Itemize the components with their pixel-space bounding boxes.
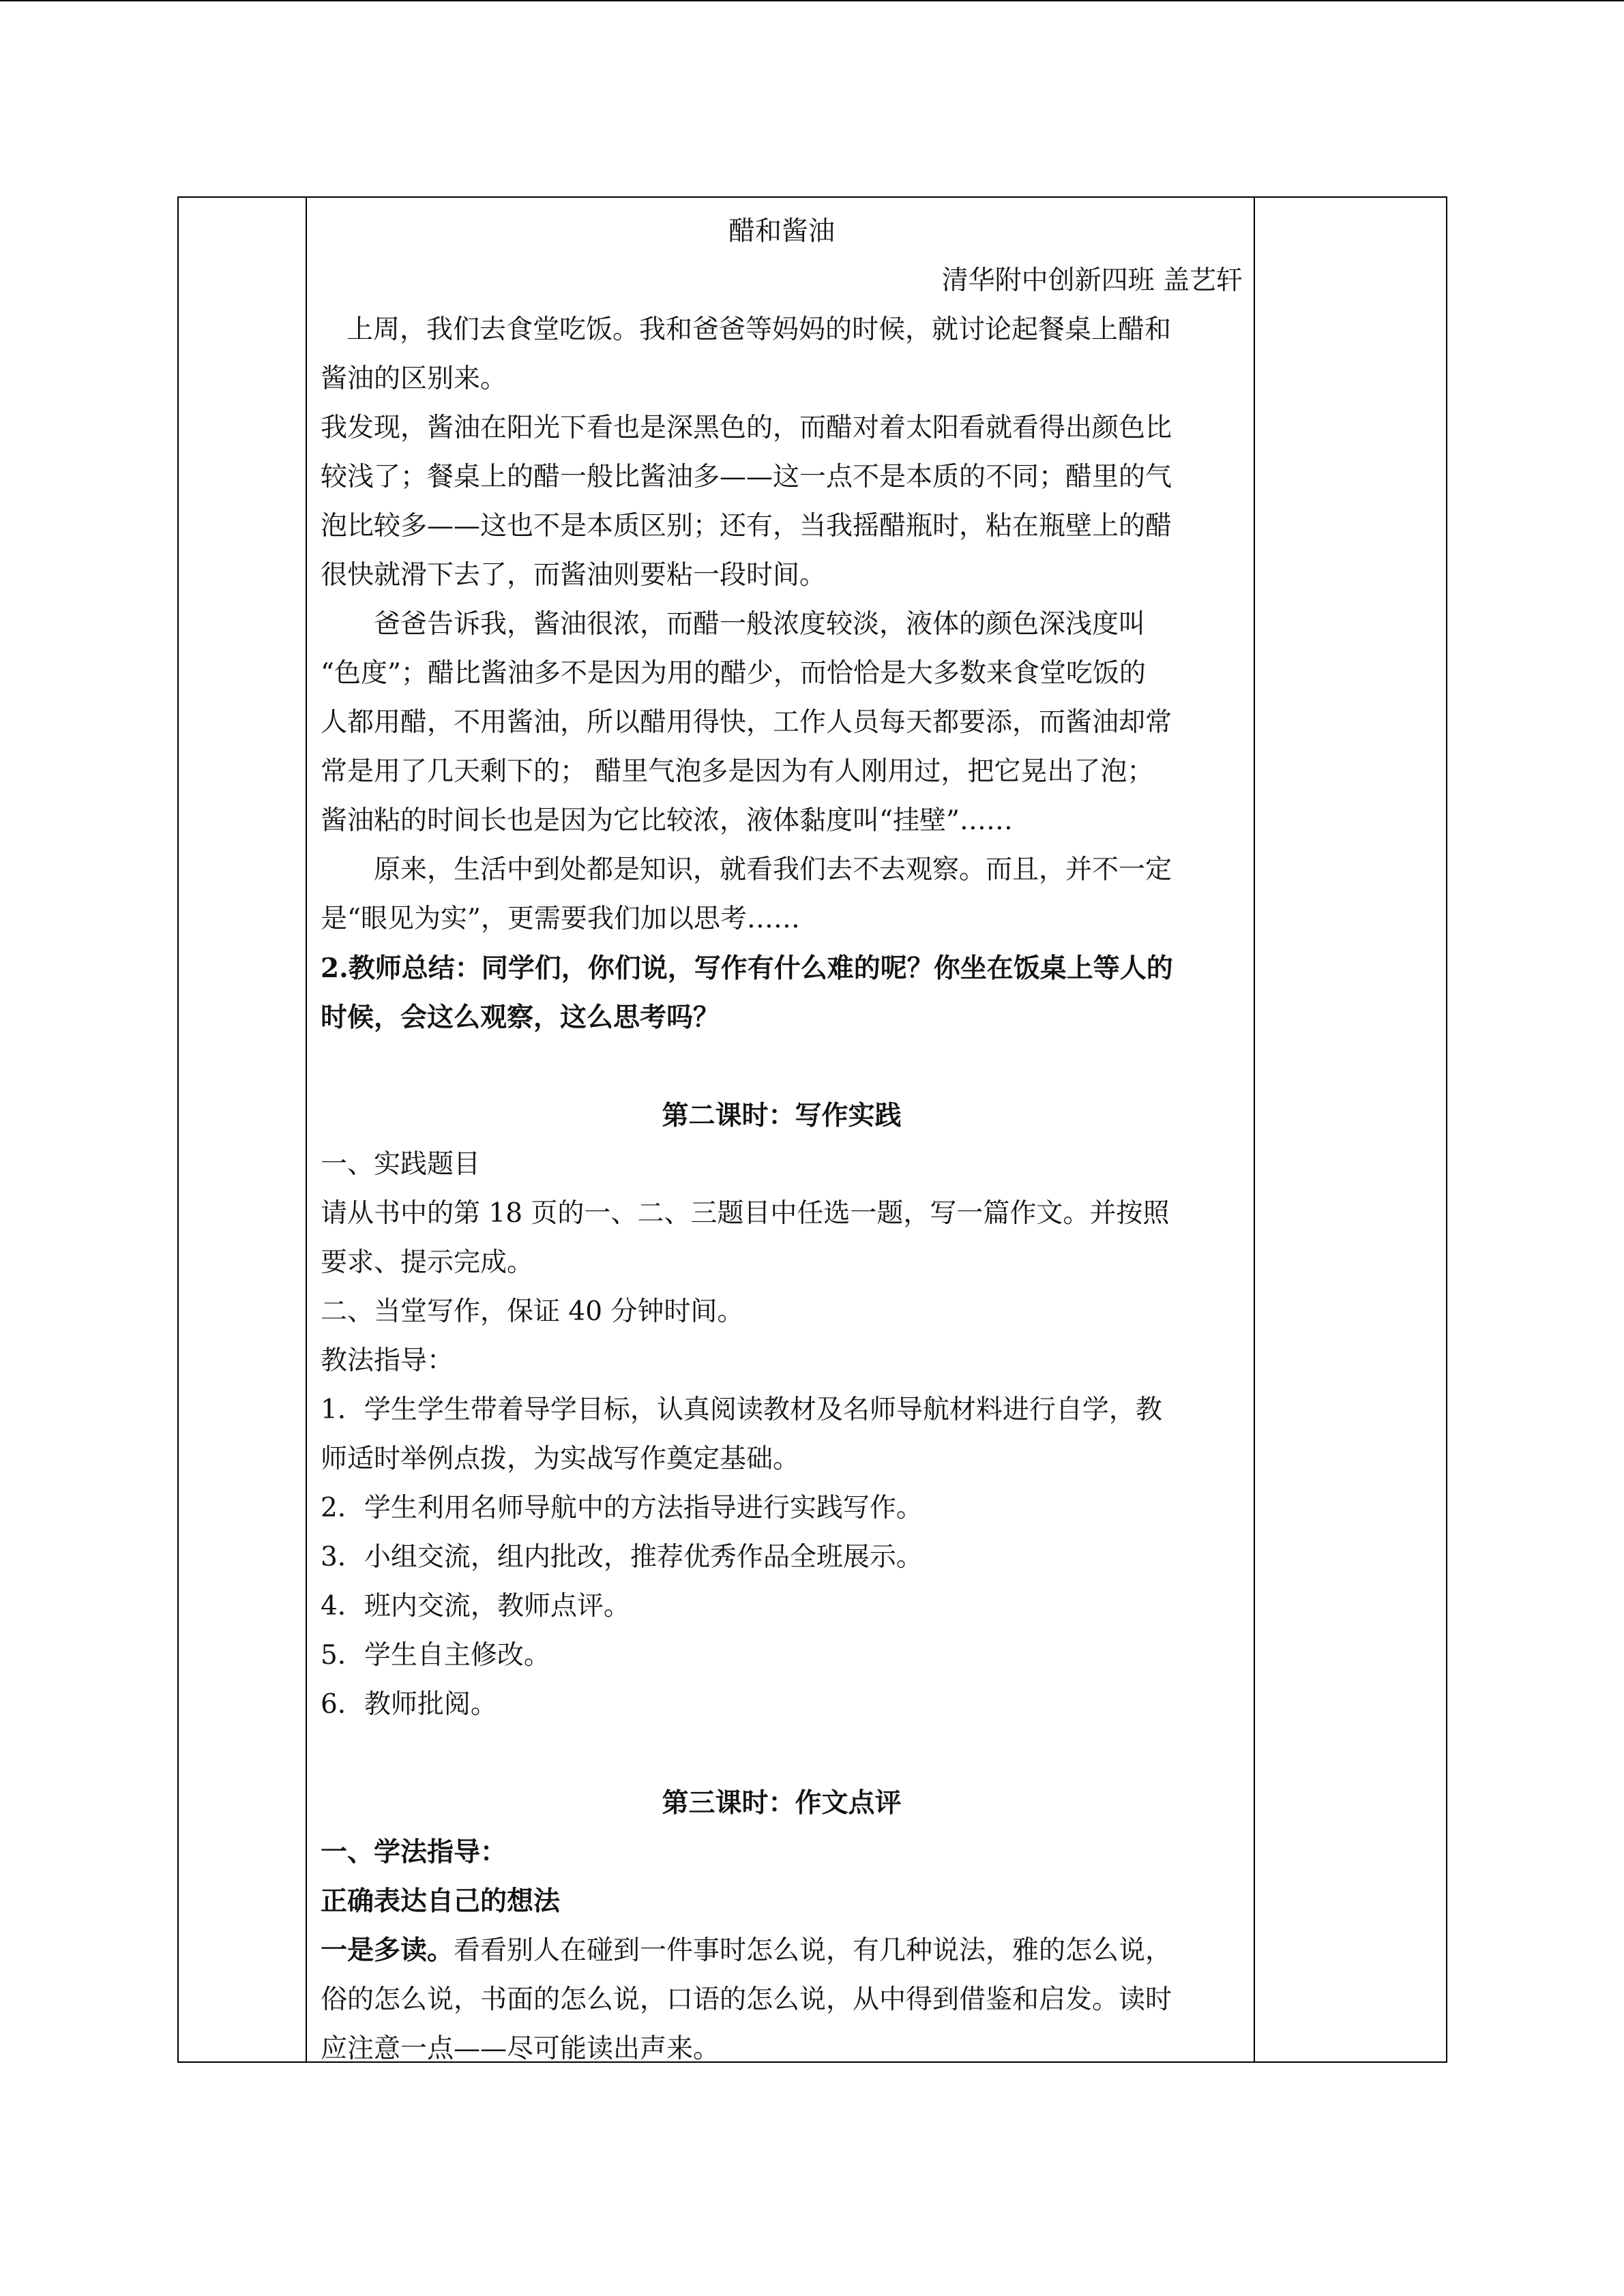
point-label: 一是多读。 (321, 1935, 454, 1966)
paragraph-line: 酱油粘的时间长也是因为它比较浓，液体黏度叫“挂壁”…… (321, 805, 1013, 836)
lesson2-guide-title: 教法指导： (321, 1345, 454, 1376)
paragraph-line: “色度”；醋比酱油多不是因为用的醋少，而恰恰是大多数来食堂吃饭的 (321, 658, 1146, 689)
lesson3-point-line (321, 1926, 1243, 1976)
spacer (321, 1042, 1243, 1091)
column-divider-right (1254, 198, 1255, 2061)
teacher-summary-line: 时候，会这么观察，这么思考吗？ (321, 1002, 720, 1033)
guide-item: 1．学生学生带着导学目标，认真阅读教材及名师导航材料进行自学，教 (321, 1395, 1162, 1425)
guide-item: 4．班内交流，教师点评。 (321, 1591, 630, 1622)
lesson2-subheading: 二、当堂写作，保证 40 分钟时间。 (321, 1296, 744, 1327)
paragraph-line: 上周，我们去食堂吃饭。我和爸爸等妈妈的时候，就讨论起餐桌上醋和 (346, 314, 1172, 345)
paragraph-line: 爸爸告诉我，酱油很浓，而醋一般浓度较淡，液体的颜色深浅度叫 (374, 609, 1146, 640)
lesson-content (321, 207, 1243, 2074)
top-rule (0, 0, 1624, 1)
lesson2-heading: 第二课时：写作实践 (662, 1100, 902, 1131)
lesson3-subheading: 正确表达自己的想法 (321, 1885, 561, 1917)
paragraph-line: 泡比较多——这也不是本质区别；还有，当我摇醋瓶时，粘在瓶壁上的醋 (321, 511, 1172, 541)
lesson2-task-line: 要求、提示完成。 (321, 1247, 534, 1278)
point-text: 看看别人在碰到一件事时怎么说，有几种说法，雅的怎么说， (454, 1935, 1172, 1966)
guide-item: 6．教师批阅。 (321, 1689, 497, 1720)
guide-item: 3．小组交流，组内批改，推荐优秀作品全班展示。 (321, 1542, 923, 1572)
paragraph-line: 我发现，酱油在阳光下看也是深黑色的，而醋对着太阳看就看得出颜色比 (321, 413, 1172, 443)
column-divider-left (306, 198, 307, 2061)
paragraph-line: 较浅了；餐桌上的醋一般比酱油多——这一点不是本质的不同；醋里的气 (321, 462, 1172, 492)
spacer (321, 1729, 1243, 1778)
lesson3-heading: 第三课时：作文点评 (662, 1787, 902, 1819)
lesson2-subheading: 一、实践题目 (321, 1149, 481, 1180)
teacher-summary-line: 2.教师总结：同学们，你们说，写作有什么难的呢？你坐在饭桌上等人的 (321, 953, 1173, 984)
guide-item: 5．学生自主修改。 (321, 1640, 550, 1671)
paragraph-line: 是“眼见为实”，更需要我们加以思考…… (321, 904, 800, 934)
lesson3-point-line: 俗的怎么说，书面的怎么说，口语的怎么说，从中得到借鉴和启发。读时 (321, 1984, 1172, 2015)
article-title: 醋和酱油 (728, 216, 835, 247)
article-byline: 清华附中创新四班 盖艺轩 (941, 265, 1243, 296)
paragraph-line: 人都用醋，不用酱油，所以醋用得快，工作人员每天都要添，而酱油却常 (321, 707, 1172, 738)
lesson-table (177, 196, 1447, 2063)
guide-item: 师适时举例点拨，为实战写作奠定基础。 (321, 1444, 800, 1474)
paragraph-line: 原来，生活中到处都是知识，就看我们去不去观察。而且，并不一定 (374, 854, 1172, 885)
lesson2-task-line: 请从书中的第 18 页的一、二、三题目中任选一题，写一篇作文。并按照 (321, 1198, 1170, 1229)
lesson3-subheading: 一、学法指导： (321, 1836, 507, 1868)
paragraph-line: 很快就滑下去了，而酱油则要粘一段时间。 (321, 560, 827, 591)
paragraph-line: 常是用了几天剩下的； 醋里气泡多是因为有人刚用过，把它晃出了泡； (321, 756, 1154, 787)
guide-item: 2．学生利用名师导航中的方法指导进行实践写作。 (321, 1493, 923, 1523)
paragraph-line: 酱油的区别来。 (321, 363, 507, 394)
lesson3-point-line: 应注意一点——尽可能读出声来。 (321, 2033, 720, 2064)
